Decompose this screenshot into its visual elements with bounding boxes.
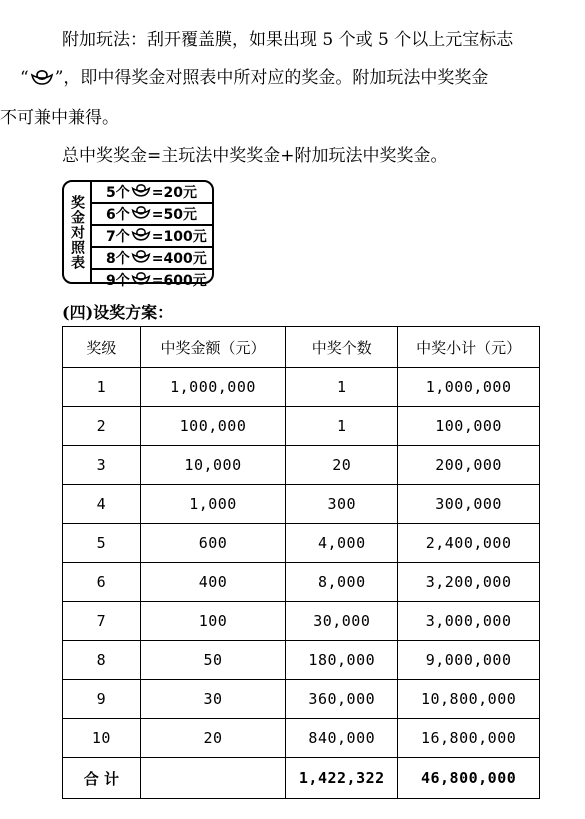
table-row	[63, 641, 540, 680]
cell-subtotal: 300,000	[398, 485, 540, 524]
cell-amount: 10,000	[140, 446, 286, 485]
cell-count: 1	[286, 407, 398, 446]
total-subtotal: 46,800,000	[398, 758, 540, 799]
header-prize-level: 奖级	[63, 327, 141, 368]
table-header-row	[63, 327, 540, 368]
card-row	[92, 182, 212, 204]
cell-count: 360,000	[286, 680, 398, 719]
cell-count: 8,000	[286, 563, 398, 602]
card-title-cell	[64, 182, 92, 282]
cell-amount: 100	[140, 602, 286, 641]
cell-count: 4,000	[286, 524, 398, 563]
table-row	[63, 602, 540, 641]
prize-table	[62, 326, 540, 799]
card-row-count: 7个	[106, 229, 130, 245]
cell-subtotal: 1,000,000	[398, 368, 540, 407]
card-row	[92, 270, 212, 290]
cell-subtotal: 9,000,000	[398, 641, 540, 680]
table-row	[63, 563, 540, 602]
cell-amount: 20	[140, 719, 286, 758]
cell-subtotal: 2,400,000	[398, 524, 540, 563]
cell-amount: 1,000,000	[140, 368, 286, 407]
cell-amount: 600	[140, 524, 286, 563]
card-row-count: 6个	[106, 207, 130, 223]
cell-level: 2	[63, 407, 141, 446]
cell-level: 9	[63, 680, 141, 719]
total-amount	[140, 758, 286, 799]
table-row	[63, 680, 540, 719]
total-count: 1,422,322	[286, 758, 398, 799]
card-row-amount: =100元	[151, 229, 207, 245]
cell-amount: 100,000	[140, 407, 286, 446]
cell-amount: 50	[140, 641, 286, 680]
cell-level: 5	[63, 524, 141, 563]
cell-subtotal: 10,800,000	[398, 680, 540, 719]
header-subtotal: 中奖小计（元）	[398, 327, 540, 368]
yuanbao-ingot-icon	[30, 68, 54, 92]
yuanbao-ingot-icon	[131, 227, 151, 245]
cell-subtotal: 200,000	[398, 446, 540, 485]
close-quote-text: ”，即中得奖金对照表中所对应的奖金。附加玩法中奖奖金	[54, 68, 489, 88]
cell-count: 30,000	[286, 602, 398, 641]
cell-subtotal: 3,000,000	[398, 602, 540, 641]
card-row-count: 5个	[106, 185, 130, 201]
total-prize-formula: 总中奖奖金=主玩法中奖奖金+附加玩法中奖奖金。	[62, 146, 448, 166]
cell-level: 6	[63, 563, 141, 602]
total-label: 合 计	[63, 758, 141, 799]
cell-level: 7	[63, 602, 141, 641]
rule-paragraph-line-3: 不可兼中兼得。	[0, 108, 119, 128]
cell-level: 1	[63, 368, 141, 407]
cell-count: 840,000	[286, 719, 398, 758]
cell-amount: 400	[140, 563, 286, 602]
cell-subtotal: 100,000	[398, 407, 540, 446]
card-row-count: 9个	[106, 273, 130, 289]
cell-amount: 1,000	[140, 485, 286, 524]
yuanbao-ingot-icon	[131, 205, 151, 223]
table-row	[63, 719, 540, 758]
cell-level: 10	[63, 719, 141, 758]
card-row-amount: =600元	[151, 273, 207, 289]
table-row	[63, 524, 540, 563]
cell-level: 4	[63, 485, 141, 524]
section-title: (四)设奖方案：	[62, 303, 174, 322]
table-row	[63, 407, 540, 446]
rule-paragraph-line-2	[20, 66, 488, 92]
cell-subtotal: 3,200,000	[398, 563, 540, 602]
cell-amount: 30	[140, 680, 286, 719]
cell-level: 8	[63, 641, 141, 680]
table-total-row	[63, 758, 540, 799]
card-row	[92, 204, 212, 226]
card-row-count: 8个	[106, 251, 130, 267]
yuanbao-ingot-icon	[131, 271, 151, 289]
card-row-amount: =50元	[151, 207, 197, 223]
cell-count: 1	[286, 368, 398, 407]
cell-subtotal: 16,800,000	[398, 719, 540, 758]
open-quote: “	[20, 68, 29, 88]
header-winner-count: 中奖个数	[286, 327, 398, 368]
card-row	[92, 248, 212, 270]
cell-count: 20	[286, 446, 398, 485]
card-rows	[92, 182, 212, 289]
table-row	[63, 485, 540, 524]
card-row-amount: =400元	[151, 251, 207, 267]
card-row	[92, 226, 212, 248]
card-row-amount: =20元	[151, 185, 197, 201]
table-row	[63, 446, 540, 485]
cell-level: 3	[63, 446, 141, 485]
table-row	[63, 368, 540, 407]
card-title: 奖金对照表	[69, 194, 85, 270]
cell-count: 300	[286, 485, 398, 524]
yuanbao-ingot-icon	[131, 183, 151, 201]
header-prize-amount: 中奖金额（元）	[140, 327, 286, 368]
prize-reference-card	[62, 180, 214, 289]
rule-paragraph-line-1: 附加玩法：刮开覆盖膜，如果出现 5 个或 5 个以上元宝标志	[62, 30, 514, 50]
yuanbao-ingot-icon	[131, 249, 151, 267]
cell-count: 180,000	[286, 641, 398, 680]
